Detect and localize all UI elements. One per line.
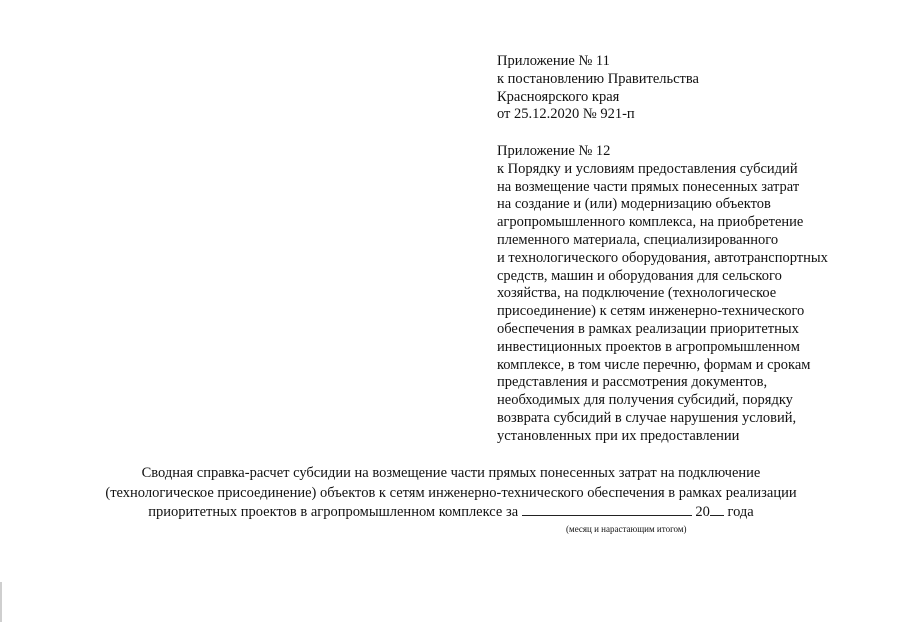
appendix-11-line: Красноярского края [497,88,620,105]
period-blank-field [522,503,692,516]
appendix-12-line: представления и рассмотрения документов, [497,374,768,391]
appendix-12-header [497,143,877,446]
appendix-12-line: инвестиционных проектов в агропромышленном [497,338,800,355]
appendix-12-line: на создание и (или) модернизацию объектов [497,196,771,213]
appendix-11-line: Приложение № 11 [497,53,610,69]
appendix-12-line: обеспечения в рамках реализации приоритетных [497,320,799,337]
appendix-12-line: и технологического оборудования, автотранспортных [497,249,828,266]
appendix-12-line: Приложение № 12 [497,143,611,159]
title-line-3 [40,503,862,523]
period-caption: (месяц и нарастающим итогом) [566,524,687,534]
appendix-12-line: к Порядку и условиям предоставления субсидий [497,160,798,177]
appendix-12-line: комплексе, в том числе перечню, формам и срокам [497,356,811,373]
document-title [40,464,862,523]
title-line-3-end: года [727,504,754,520]
year-blank-field [710,503,724,516]
appendix-12-line: хозяйства, на подключение (технологическое [497,285,777,302]
appendix-12-line: установленных при их предоставлении [497,427,740,444]
appendix-12-line: агропромышленного комплекса, на приобретение [497,214,804,231]
title-line-3-start: приоритетных проектов в агропромышленном комплексе за [148,504,519,520]
appendix-12-line: средств, машин и оборудования для сельского [497,267,782,284]
appendix-11-line: от 25.12.2020 № 921-п [497,106,635,123]
appendix-11-line: к постановлению Правительства [497,70,699,87]
appendix-12-line: племенного материала, специализированного [497,231,779,248]
year-prefix: 20 [695,504,710,520]
scan-edge-mark [0,582,2,622]
appendix-11-header [497,53,877,124]
appendix-12-line: необходимых для получения субсидий, порядку [497,392,793,409]
title-line-1: Сводная справка-расчет субсидии на возмещение части прямых понесенных затрат на подключение [141,465,761,481]
appendix-12-line: присоединение) к сетям инженерно-технического [497,303,805,320]
appendix-12-line: на возмещение части прямых понесенных затрат [497,178,800,195]
appendix-12-line: возврата субсидий в случае нарушения условий, [497,409,797,426]
title-line-2: (технологическое присоединение) объектов к сетям инженерно-технического обеспечения в рамках реализации [105,484,797,501]
